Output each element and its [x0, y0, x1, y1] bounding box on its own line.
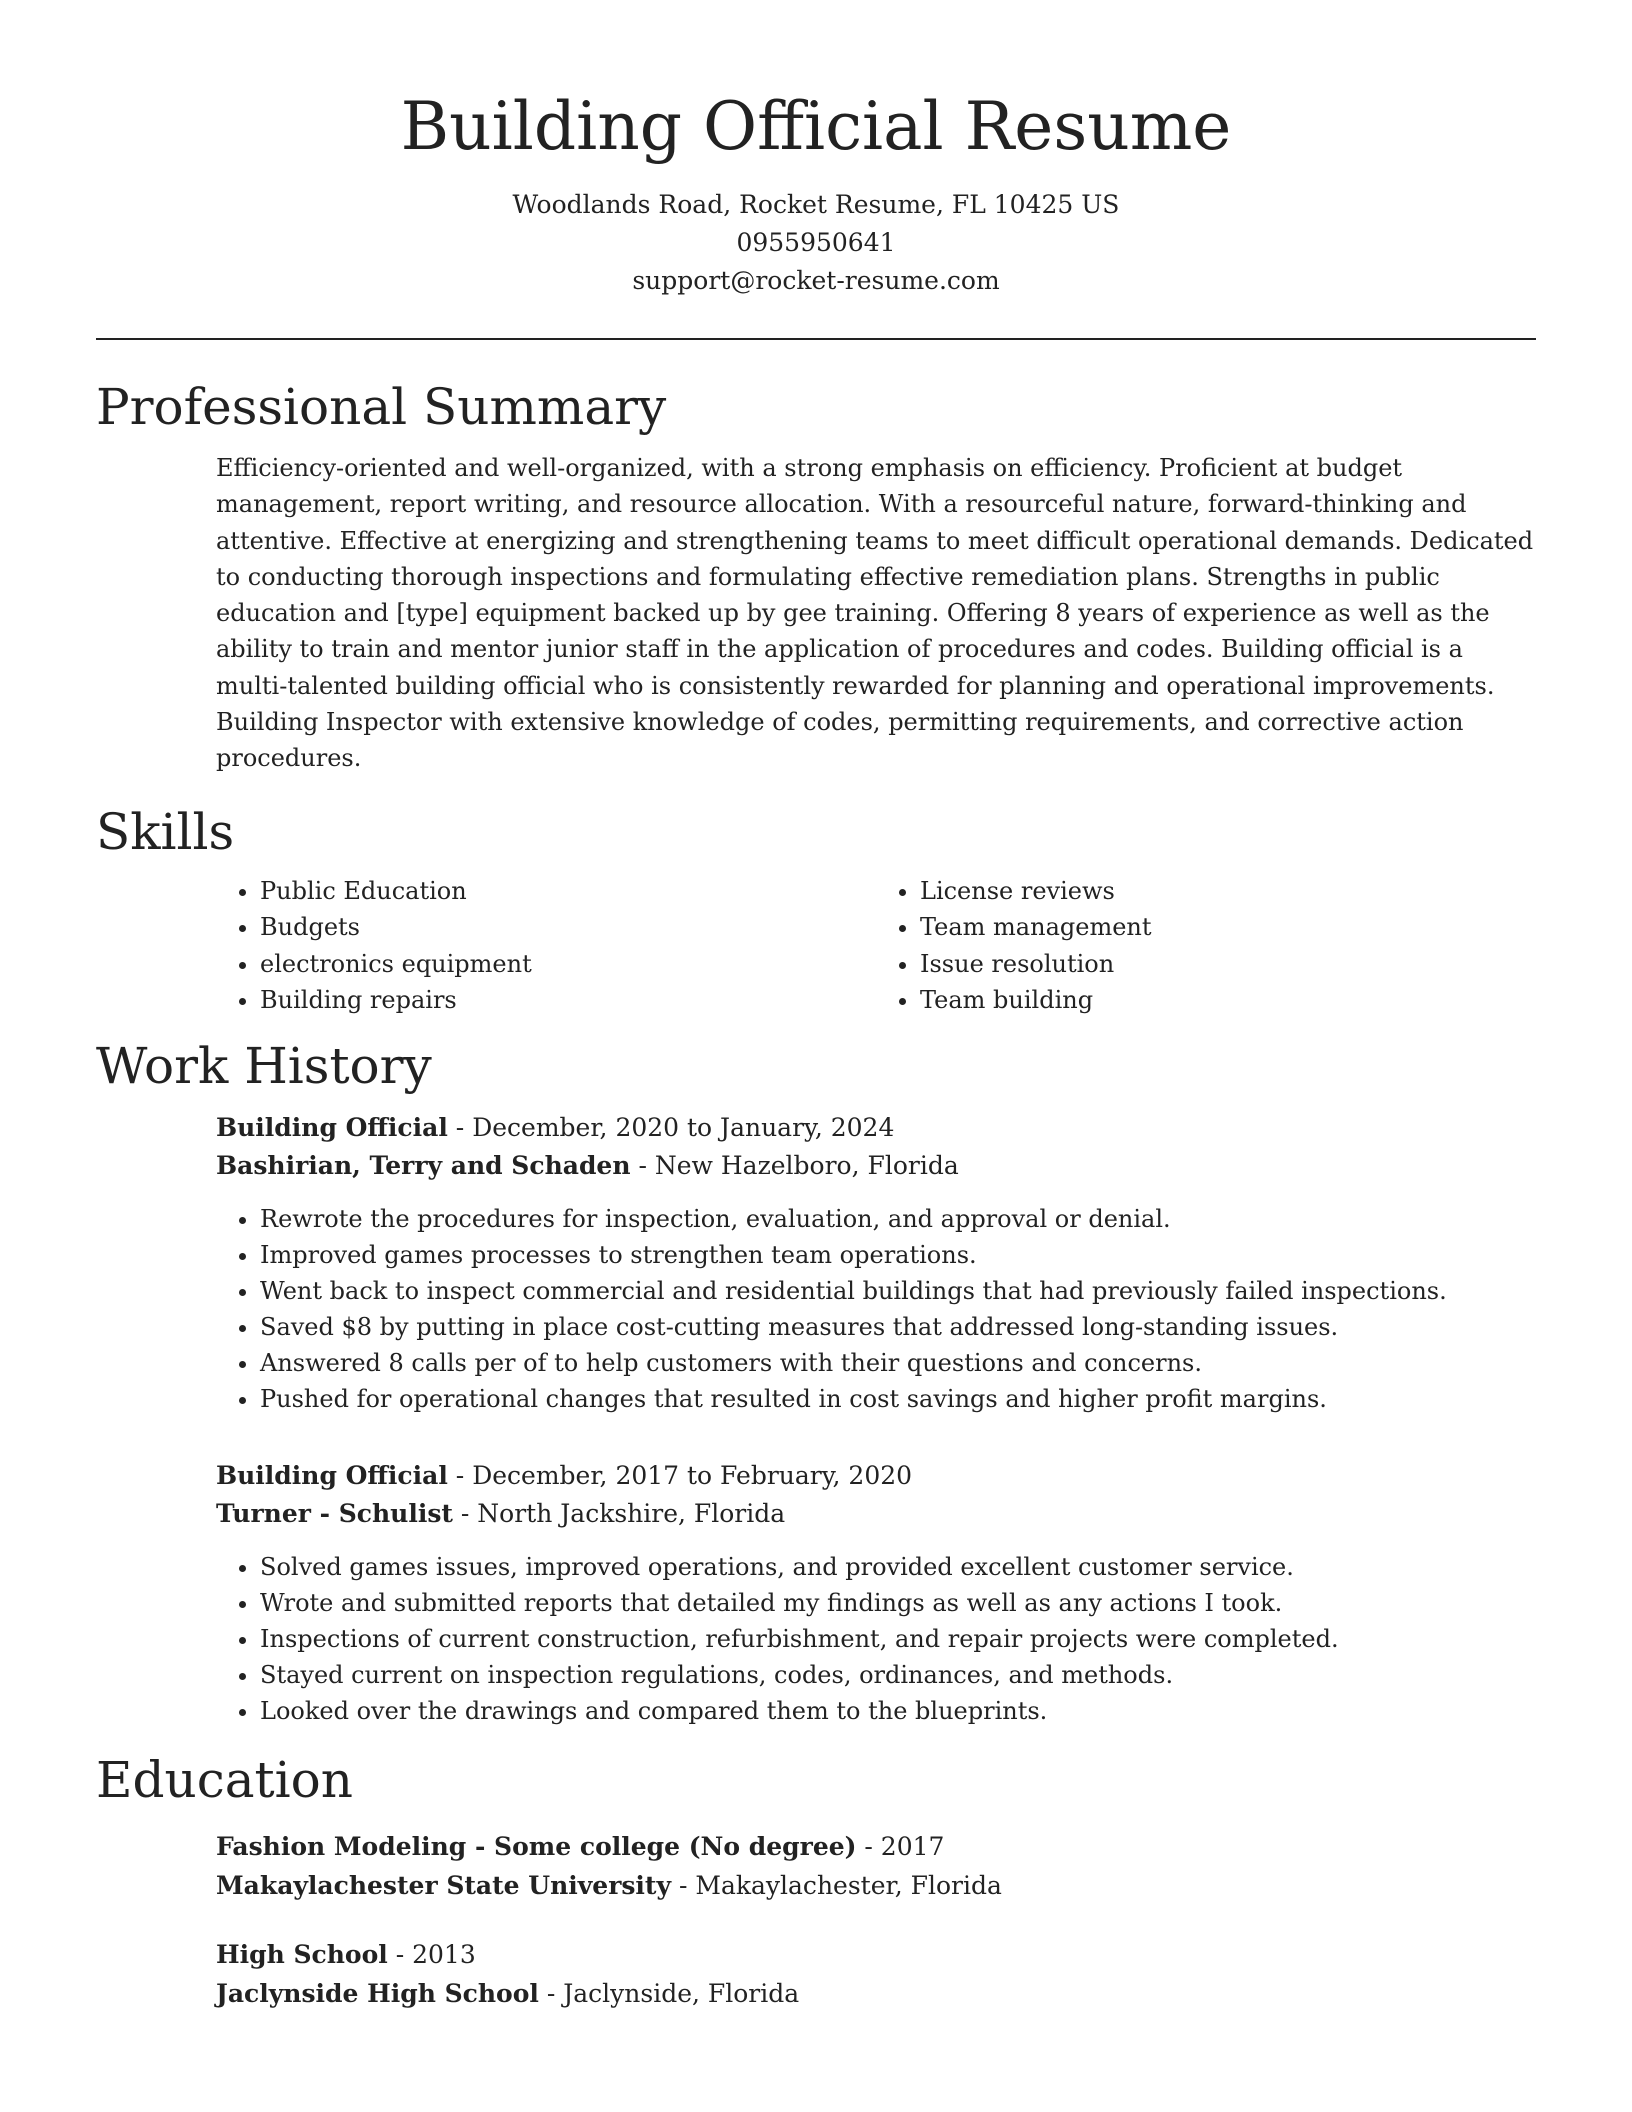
job-entry	[216, 1109, 1536, 1417]
education-school: Jaclynside High School	[216, 1978, 539, 2008]
job-bullets	[216, 1201, 1536, 1417]
contact-info	[96, 186, 1536, 300]
job-company: Bashirian, Terry and Schaden	[216, 1150, 631, 1180]
summary-section	[96, 378, 1536, 777]
work-history-heading: Work History	[96, 1036, 432, 1095]
skill-item: • electronics equipment	[260, 946, 876, 983]
education-school-line	[216, 1866, 1536, 1905]
education-entry	[216, 1935, 1536, 2013]
job-bullets	[216, 1549, 1536, 1729]
job-bullet: • Wrote and submitted reports that detailed my findings as well as any actions I took.	[260, 1585, 1536, 1621]
job-bullet: • Improved games processes to strengthen team operations.	[260, 1237, 1536, 1273]
job-dates: - December, 2020 to January, 2024	[447, 1112, 895, 1142]
skills-section	[96, 803, 1536, 1019]
job-company-line	[216, 1495, 1536, 1533]
job-bullet: • Pushed for operational changes that resulted in cost savings and higher profit margins.	[260, 1381, 1536, 1417]
skill-item: • Issue resolution	[920, 946, 1536, 983]
phone: 0955950641	[736, 228, 896, 257]
education-year: - 2013	[387, 1939, 476, 1969]
education-school-line	[216, 1974, 1536, 2013]
education-degree-line	[216, 1935, 1536, 1974]
summary-text: Efficiency-oriented and well-organized, with a strong emphasis on efficiency. Proficient at budget management, report writing, and resource allocation. With a resourceful nature, forward-thinking and attentive. Effective at energizing and strengthening teams to meet difficult operational demands. Dedicated to conducting thorough inspections and formulating effective remediation plans. Strengths in public education and [type] equipment backed up by gee training. Offering 8 years of experience as well as the ability to train and mentor junior staff in the application of procedures and codes. Building official is a multi-talented building official who is consistently rewarded for planning and operational improvements. Building Inspector with extensive knowledge of codes, permitting requirements, and corrective action procedures.	[216, 454, 1534, 773]
education-location: - Makaylachester, Florida	[671, 1870, 1002, 1900]
education-degree: High School	[216, 1939, 388, 1969]
job-location: - New Hazelboro, Florida	[630, 1150, 959, 1180]
summary-heading: Professional Summary	[96, 378, 667, 436]
job-dates: - December, 2017 to February, 2020	[447, 1460, 913, 1490]
resume-title: Building Official Resume	[400, 88, 1232, 165]
job-title-line	[216, 1457, 1536, 1495]
skill-item: • Team management	[920, 909, 1536, 946]
work-history-section	[96, 1037, 1536, 1729]
skills-grid	[216, 873, 1536, 1019]
job-bullet: • Saved $8 by putting in place cost-cutting measures that addressed long-standing issues.	[260, 1309, 1536, 1345]
education-entry	[216, 1827, 1536, 1905]
skill-item: • Budgets	[260, 909, 876, 946]
job-bullet: • Solved games issues, improved operations, and provided excellent customer service.	[260, 1549, 1536, 1585]
education-heading: Education	[96, 1750, 353, 1809]
job-title-line	[216, 1109, 1536, 1147]
job-bullet: • Rewrote the procedures for inspection, evaluation, and approval or denial.	[260, 1201, 1536, 1237]
job-bullet: • Looked over the drawings and compared them to the blueprints.	[260, 1693, 1536, 1729]
skills-column-left	[216, 873, 876, 1019]
education-section	[96, 1751, 1536, 2013]
education-location: - Jaclynside, Florida	[538, 1978, 800, 2008]
education-degree: Fashion Modeling - Some college (No degree)	[216, 1831, 857, 1861]
job-bullet: • Answered 8 calls per of to help customers with their questions and concerns.	[260, 1345, 1536, 1381]
skill-item: • Public Education	[260, 873, 876, 910]
job-bullet: • Inspections of current construction, refurbishment, and repair projects were completed.	[260, 1621, 1536, 1657]
education-degree-line	[216, 1827, 1536, 1866]
job-bullet: • Went back to inspect commercial and residential buildings that had previously failed inspections.	[260, 1273, 1536, 1309]
job-position: Building Official	[216, 1460, 448, 1490]
job-location: - North Jackshire, Florida	[452, 1498, 786, 1528]
email: support@rocket-resume.com	[632, 266, 1000, 295]
job-bullet: • Stayed current on inspection regulations, codes, ordinances, and methods.	[260, 1657, 1536, 1693]
skill-item: • Team building	[920, 982, 1536, 1019]
skills-column-right	[876, 873, 1536, 1019]
job-company: Turner - Schulist	[216, 1498, 453, 1528]
header-divider	[96, 338, 1536, 340]
resume-header	[96, 0, 1536, 340]
skill-item: • License reviews	[920, 873, 1536, 910]
skill-item: • Building repairs	[260, 982, 876, 1019]
skills-heading: Skills	[96, 802, 235, 861]
education-school: Makaylachester State University	[216, 1870, 672, 1900]
job-company-line	[216, 1147, 1536, 1185]
address: Woodlands Road, Rocket Resume, FL 10425 US	[512, 190, 1120, 219]
job-position: Building Official	[216, 1112, 448, 1142]
education-year: - 2017	[856, 1831, 945, 1861]
job-entry	[216, 1457, 1536, 1729]
